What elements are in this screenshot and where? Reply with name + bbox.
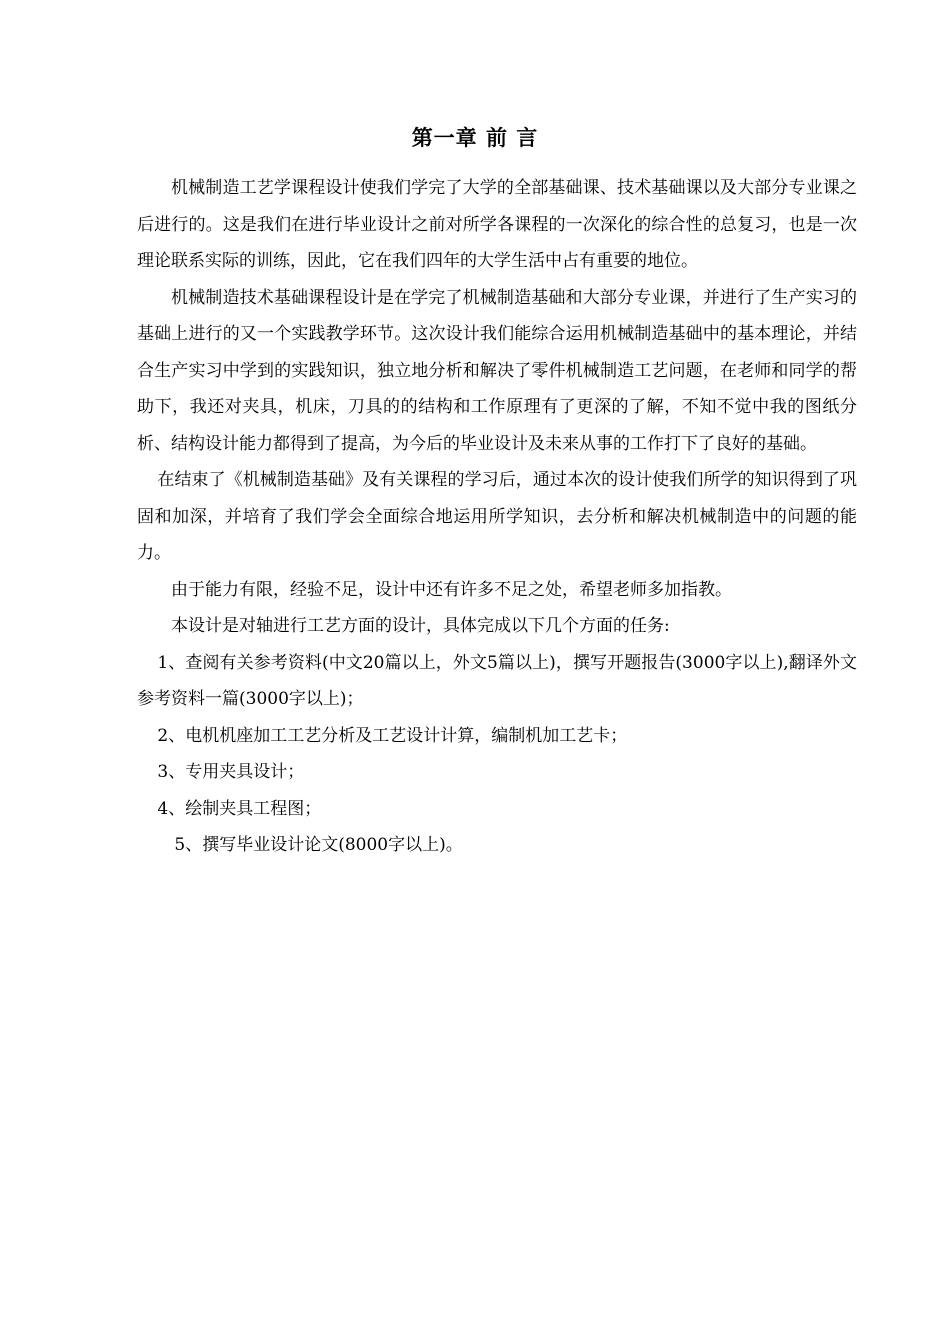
paragraph-course-design: 机械制造技术基础课程设计是在学完了机械制造基础和大部分专业课，并进行了生产实习的基础上进行的又一个实践教学环节。这次设计我们能综合运用机械制造基础中的基本理论，并结合生产实习中学到的实践知识，独立地分析和解决了零件机械制造工艺问题，在老师和同学的帮助下，我还对夹具，机床，刀具的的结构和工作原理有了更深的了解，不知不觉中我的图纸分析、结构设计能力都得到了提高，为今后的毕业设计及未来从事的工作打下了良好的基础。 — [137, 287, 857, 454]
paragraph-intro: 机械制造工艺学课程设计使我们学完了大学的全部基础课、技术基础课以及大部分专业课之后进行的。这是我们在进行毕业设计之前对所学各课程的一次深化的综合性的总复习，也是一次理论联系实际的训练，因此，它在我们四年的大学生活中占有重要的地位。 — [137, 178, 857, 271]
task-item-3: 3、专用夹具设计； — [157, 762, 305, 782]
paragraph-limitation: 由于能力有限，经验不足，设计中还有许多不足之处，希望老师多加指教。 — [171, 579, 732, 600]
task-item-5: 5、撰写毕业设计论文(8000字以上)。 — [174, 835, 463, 855]
paragraph-study-result: 在结束了《机械制造基础》及有关课程的学习后，通过本次的设计使我们所学的知识得到了巩固和加深，并培育了我们学会全面综合地运用所学知识，去分析和解决机械制造中的问题的能力。 — [137, 470, 857, 563]
task-item-2: 2、电机机座加工工艺分析及工艺设计计算，编制机加工艺卡； — [157, 725, 628, 746]
task-item-4: 4、绘制夹具工程图； — [157, 798, 322, 819]
paragraph-task-intro: 本设计是对轴进行工艺方面的设计，具体完成以下几个方面的任务: — [171, 616, 670, 636]
document-body — [137, 170, 857, 864]
chapter-title: 第一章 前 言 — [411, 125, 539, 150]
task-item-1: 1、查阅有关参考资料(中文20篇以上，外文5篇以上)，撰写开题报告(3000字以上),翻译外文参考资料一篇(3000字以上)； — [137, 652, 857, 709]
